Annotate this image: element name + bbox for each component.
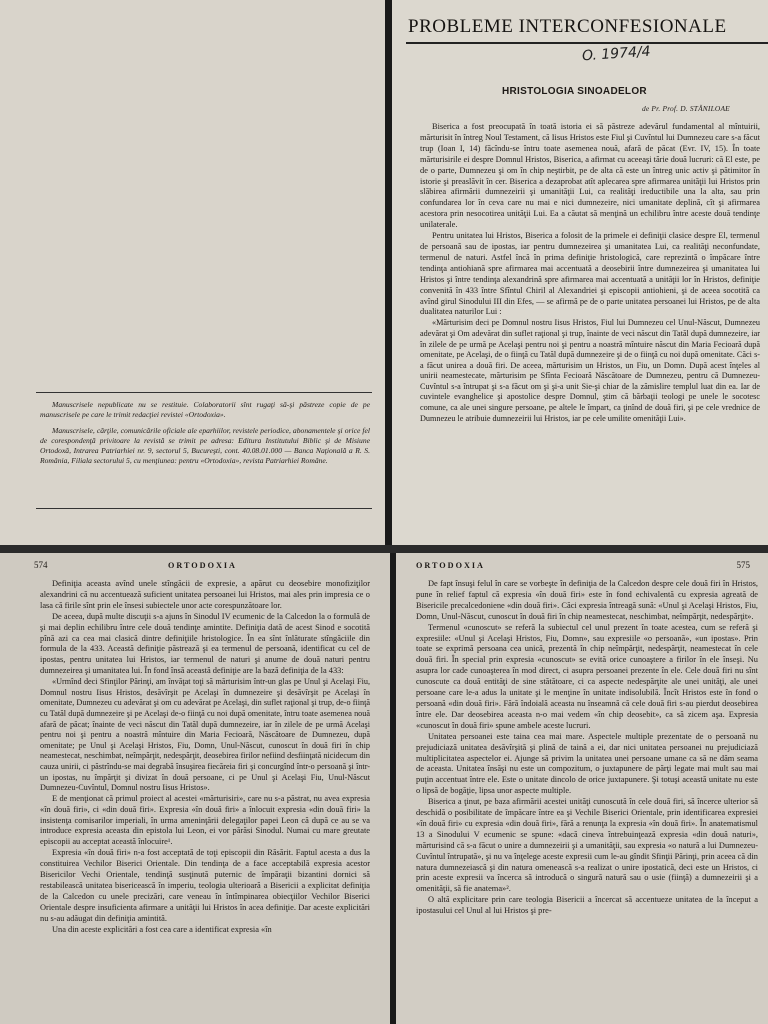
book-spine-top	[385, 0, 392, 545]
body-paragraph: O altă explicitare prin care teologia Bisericii a încercat să accentueze unitatea de la început a ipostasului cel Unul al lui Hristos şi pre-	[416, 895, 758, 916]
body-paragraph: Biserica a ţinut, pe baza afirmării acestei unităţi cunoscută în cele două firi, să încerce ulterior să deschidă o posibilitate de împăcare între ea şi Vechile Biserici Orientale, prin identificarea expresiei «în două firi» cu expresia «din două firi», fără a renunţa la expresia «în două firi». În anatematismul 13 a Sinodului V ecumenic se spune: «dacă cineva întrebuinţează expresia «din două naturi», mărturisind că s-a făcut o unire a dumnezeirii şi a umanităţii, sau expresia «o natură a lui Dumnezeu-Cuvîntul întrupată», şi nu va înţelege aceste expresii cum le-au gîndit Sfinţii Părinţi, prin aceea că din natura dumnezeiască şi din natura omenească s-a realizat o unire ipostatică, deci este un Hristos, ci prin aceste expresii va încerca să introducă o singură natură sau o usie (fiinţă) a dumnezeirii şi a omenităţii, să fie anatema»².	[416, 797, 758, 894]
page-number: 574	[34, 560, 48, 570]
page-body	[40, 579, 370, 935]
body-paragraph: Unitatea persoanei este taina cea mai mare. Aspectele multiple prezentate de o persoană nu prejudiciază unitatea desăvîrşită şi plină de taină a ei, dar nici unitatea persoanei nu prejudiciază multiplicitatea aspectelor ei. Ajunge să privim la unitatea unei persoane umane ca să ne dăm seama de aceasta. Unitatea însăşi nu este un compozitum, o juxtapunere de părţi legate mai mult sau mai puţin accentuat între ele. Este o unitate dincolo de orice juxtapunere. Şi totuşi această unitate nu este o lipsă de bogăţie, lipsa unor aspecte multiple.	[416, 731, 758, 796]
running-head: ORTODOXIA	[168, 561, 237, 570]
notice-paragraph: Manuscrisele, cărţile, comunicările oficiale ale eparhiilor, revistele periodice, abonamentele şi orice fel de corespondenţă privitoare la revistă se trimit pe adresa: Editura Institutului Biblic şi de Misiune Ortodoxă, Intrarea Patriarhiei nr. 9, sectorul 5, Bucureşti, cont. 40.08.01.000 — Banca Naţională a R. S. România, Filiala sectorului 5, cu menţiunea: pentru «Ortodoxia», revista Patriarhiei Române.	[40, 426, 370, 465]
body-paragraph: Termenul «cunoscut» se referă la subiectul cel unul prezent în toate acestea, cum se referă şi expresiile: «Unul şi Acelaşi Hristos, Fiu, Domn», sau expresiile «o persoană», «un ipostas». Prin toate se exprimă persoana cea unică, prezentă în chip neîmpărţit, nedespărţit, neamestecat în cele două firi. În special prin expresia «cunoscut» se evită orice cunoaştere a firilor în ele înseşi. Nu asupra lor cade cunoaşterea în mod direct, ci asupra persoanei prezente în ele. Cele două firi nu sînt cunoscute ca două entităţi de sine stătătoare, ci ca aspecte nedespărţite ale unei unităţi, ale unei persoane care le-a adus la unitate şi le menţine în unitate indisolubilă. Încît Hristos este în fond o persoană «din două firi». Fără îndoială aceasta nu înseamnă că cele două firi s-au pierdut deosebirea între ele. Dar deosebirea aceasta n-o mai vedem «în chip deosebit», ca să zicem aşa. Expresia «cunoscut în două firi» spune ambele aceste lucruri.	[416, 622, 758, 730]
body-paragraph: De fapt însuşi felul în care se vorbeşte în definiţia de la Calcedon despre cele două firi în Hristos, pune în relief faptul că expresia «în două firi» este în fond echivalentă cu expresia agreată de Bisericile precalcedoniene «din două firi». Căci expresia întreagă sună: «Unul şi Acelaşi Hristos, Fiu, Domn, Unul-Născut, cunoscut în două firi în chip neamestecat, neschimbat, neîmpărţit, nedespărţit».	[416, 579, 758, 621]
page-top-left	[0, 0, 385, 545]
body-paragraph: E de menţionat că primul proiect al acestei «mărturisiri», care nu s-a păstrat, nu avea expresia «în două firi», ci «din două firi». Expresia «în două firi» a înlocuit expresia «din două firi» la insistenţa comisarilor imperiali, în urma ameninţării delegaţilor papei Leon că după ce au se va introduce expresia aceasta din epistola lui Leon, ei vor părăsi Sinodul. Numai cu mare greutate episcopii au acceptat această înlocuire¹.	[40, 793, 370, 847]
running-head: ORTODOXIA	[416, 561, 485, 570]
scan-gap	[0, 545, 768, 553]
article-author: de Pr. Prof. D. STĂNILOAE	[642, 104, 730, 113]
article-title: HRISTOLOGIA SINOADELOR	[502, 86, 647, 97]
body-paragraph: Pentru unitatea lui Hristos, Biserica a folosit de la primele ei definiţii clasice despre El, termenul de persoană sau de ipostas, iar pentru dumnezeirea şi umanitatea Lui, ca realităţi neconfundate, termenul de naturi. Astfel încă în prima definiţie hristologică, care reprezintă o împăcare între tendinţa antiohiană spre afirmarea mai accentuată a deosebirii între dumnezeirea şi umanitatea lui Hristos şi între tendinţa alexandrină spre afirmarea mai accentuată a unităţii lor în Hristos, definiţie convenită în 433 între Sfîntul Chiril al Alexandriei şi episcopii antiohieni, şi de aceea socotită ca avînd girul Sinodului III din Efes, — se afirmă pe de o parte unitatea persoanei lui Hristos, pe de alta dualitatea naturilor Lui :	[420, 231, 760, 317]
page-top-right	[392, 0, 768, 545]
header-rule	[406, 42, 768, 44]
quote-paragraph: «Urmînd deci Sfinţilor Părinţi, am învăţat toţi să mărturisim într-un glas pe Unul şi Acelaşi Fiu, Domnul nostru Iisus Hristos, desăvîrşit pe Acelaşi în dumnezeire şi desăvîrşit pe Acelaşi în omenitate, Dumnezeu cu adevărat şi om cu adevărat pe Acelaşi, din suflet raţional şi trup, de-o fiinţă cu Tatăl după dumnezeire şi pe Acelaşi de-o fiinţă cu noi după omenitate, întru toate asemenea nouă afară de păcat; înainte de veci născut din Tatăl după dumnezeire, iar în zilele de pe urmă Acelaşi pentru noi şi pentru a noastră mîntuire din Maria Fecioară, Născătoare de Dumnezeu, după omenitate; pe Unul şi Acelaşi Hristos, Fiu, Domn, Unul-Născut, cunoscut în două firi în chip neamestecat, neschimbat, neîmpărţit, nedespărţit, deosebirea firilor nefiind desfiinţată nicidecum din cauza unirii, ci păstrîndu-se mai degrabă însuşirea fiecăreia firi şi concurgînd într-o persoană şi într-un ipostas, nu împărţit şi divizat în două persoane, ci pe Unul şi Acelaşi Fiu, Unul-Născut Dumnezeu-Cuvîntul, Domnul nostru Iisus Hristos».	[40, 677, 370, 793]
page-number: 575	[736, 560, 750, 570]
notice-paragraph: Manuscrisele nepublicate nu se restituie. Colaboratorii sînt rugaţi să-şi păstreze copie de pe manuscrisele pe care le trimit redacţiei revistei «Ortodoxia».	[40, 400, 370, 419]
page-bottom-left	[0, 553, 390, 1024]
body-paragraph: De aceea, după multe discuţii s-a ajuns în Sinodul IV ecumenic de la Calcedon la o formulă de şi mai deplin echilibru între cele două tendinţe amintite. Definiţia dată de acest Sinod e socotită pînă azi ca cea mai clasică dintre definiţiile hristologice. În ea sînt înlăturate stîngăciile din formula de la 433. Această definiţie păstrează şi ea termenul de persoană, identificat cu cel de ipostas, pentru unitatea lui Hristos, iar termenul de naturi şi anume de două naturi pentru dumnezeirea şi umanitatea lui. În fond însă această definiţie are la bază definiţia de la 433:	[40, 611, 370, 676]
article-body	[420, 122, 760, 424]
body-paragraph: Biserica a fost preocupată în toată istoria ei să păstreze adevărul fundamental al mîntuirii, mărturisit în întreg Noul Testament, că Iisus Hristos este Fiul şi Cuvîntul lui Dumnezeu care s-a făcut trup (Ioan I, 14) făcîndu-se întru toate asemenea nouă, afară de păcat (Evr. IV, 15). În toate mărturisirile ei despre Domnul Hristos, Biserica, a afirmat cu aceeaşi tărie două lucruri: că El este, pe de o parte, Dumnezeu şi om în chip neştirbit, pe de alta că este un întreg unic activ şi pătimitor în istorie şi preaslăvit în cer. Biserica a dezaprobat atît aplecarea spre afirmarea unităţii lui Hristos prin slăbirea afirmării dumnezeirii şi umanităţii Lui, ca realităţi ireductibile una la alta, sau prin confundarea lor în ceva care nu mai e nici dumnezeire, nici umanitate deplină, cît şi afirmarea acestora prin nesocotirea unităţii Lui. Ea a căutat să menţină un echilibru între aceste două tendinţe unilaterale.	[420, 122, 760, 230]
body-paragraph: Definiţia aceasta avînd unele stîngăcii de expresie, a apărut cu deosebire monofiziţilor alexandrini că nu accentuează suficient unitatea persoanei lui Hristos, mai ales prin impresia ce o lasa că firile sînt prin ele însesi subiectele unor acte corespunzătoare lor.	[40, 579, 370, 610]
body-paragraph: Una din aceste explicitări a fost cea care a identificat expresia «în	[52, 924, 272, 934]
quote-paragraph: «Mărturisim deci pe Domnul nostru Iisus Hristos, Fiul lui Dumnezeu cel Unul-Născut, Dumnezeu adevărat şi Om adevărat din suflet raţional şi trup, înainte de veci născut din Tatăl după dumnezeire, iar în zilele de pe urmă pe Acelaşi pentru noi şi pentru a noastră mîntuire născut din Maria Fecioară după omenitate, pe Acelaşi, de o fiinţă cu Tatăl după dumnezeire şi de o fiinţă cu noi după omenitate. Căci s-a făcut unirea a două firi. De aceea, mărturisim un Hristos, un Fiu, un Domn. După acest înţeles al unirii neamestecate, mărturisim pe Sfînta Fecioară Născătoare de Dumnezeu, pentru că Dumnezeu-Cuvîntul s-a întrupat şi s-a făcut om şi şi-a unit Sie-şi chiar de la zămislire templul luat din ea. Iar de cuvintele evanghelice şi apostolice despre Domnul, ştim că bărbaţii teologi pe unele le socotesc comune, ca ale unei singure persoane, pe altele le împart, ca ţinînd de două firi, şi pe cele vrednice de Dumnezeu le atribuie dumnezeirii lui Hristos, iar pe cele umilite omenităţii Lui».	[420, 318, 760, 423]
page-bottom-right	[396, 553, 768, 1024]
editorial-notice	[40, 400, 370, 472]
section-title: PROBLEME INTERCONFESIONALE	[408, 16, 727, 37]
handwritten-note: O. 1974/4	[581, 43, 652, 65]
page-body	[416, 579, 758, 917]
body-paragraph: Expresia «în două firi» n-a fost acceptată de toţi episcopii din Răsărit. Faptul acesta a dus la constituirea Vechilor Biserici Orientale. Din tendinţa de a face acceptabilă expresia acestor Bisericilor Vechi Orientale, tendinţă susţinută puternic de împăraţii bizantini dornici să restabilească unitatea bisericească în imperiu, teologia ulterioară a Bisericii a explicitat definiţia de la Calcedon cu unele precizări, care veneau în întîmpinarea obiecţiilor Vechilor Biserici Orientale despre insuficienta afirmare a unităţii lui Hristos în acea definiţie. Dar aceste explicitări nu s-au adăugat din definiţia amintită.	[40, 848, 370, 923]
notice-bottom-rule	[36, 508, 372, 509]
notice-top-rule	[36, 392, 372, 393]
